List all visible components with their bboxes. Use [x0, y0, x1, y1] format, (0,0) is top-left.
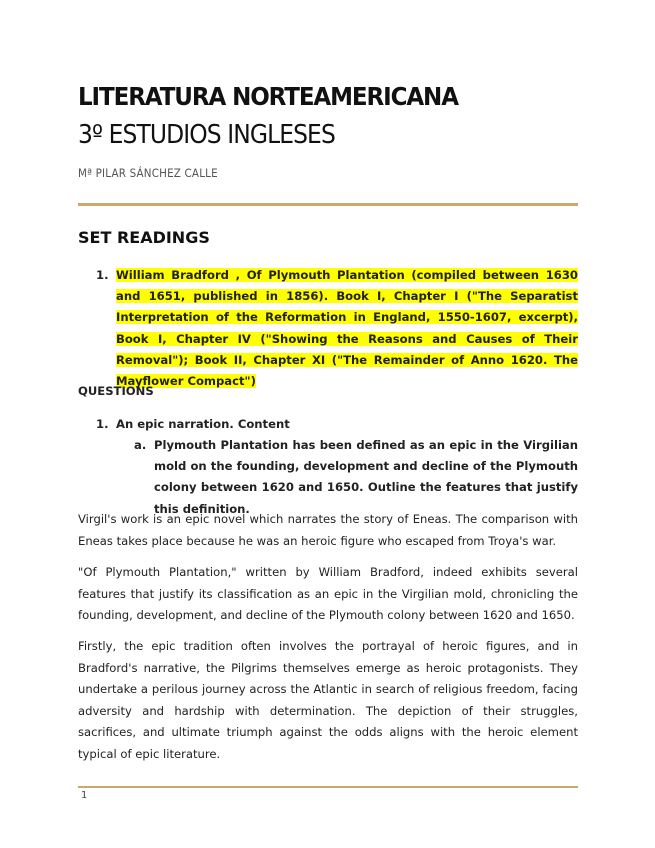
section-heading: SET READINGS	[78, 228, 210, 247]
sub-question-letter: a.	[134, 438, 147, 452]
page-number: 1	[81, 790, 88, 801]
sub-question	[134, 435, 578, 520]
paragraph: Firstly, the epic tradition often involves the portrayal of heroic figures, and in Bradford's narrative, the Pilgrims themselves emerge as heroic protagonists. They undertake a perilous journey across the Atlantic in search of religious freedom, facing adversity and hardship with determination. The depiction of their struggles, sacrifices, and ultimate triumph against the odds aligns with the heroic element typical of epic literature.	[78, 639, 578, 761]
header-divider	[78, 203, 578, 206]
question-number: 1.	[96, 417, 109, 431]
reading-number: 1.	[96, 268, 109, 282]
reading-item	[96, 265, 578, 392]
question-title: An epic narration. Content	[116, 417, 290, 431]
sub-question-text: Plymouth Plantation has been defined as an epic in the Virgilian mold on the founding, development and decline of the Plymouth colony between 1620 and 1650. Outline the features that justify this definition.	[154, 438, 578, 516]
paragraph: Virgil's work is an epic novel which narrates the story of Eneas. The comparison with Eneas takes place because he was an heroic figure who escaped from Troya's war.	[78, 512, 578, 548]
reading-text: William Bradford , Of Plymouth Plantation (compiled between 1630 and 1651, published in 1856). Book I, Chapter I ("The Separatist Interpretation of the Reformation in England, 1550-1607, excerpt), Book I, Chapter IV ("Showing the Reasons and Causes of Their Removal"); Book II, Chapter XI ("The Remainder of Anno 1620. The Mayflower Compact")	[116, 268, 578, 389]
document-page	[78, 0, 578, 848]
document-author: Mª PILAR SÁNCHEZ CALLE	[78, 166, 218, 180]
document-title: LITERATURA NORTEAMERICANA	[78, 82, 458, 111]
questions-label: QUESTIONS	[78, 384, 154, 398]
paragraph: "Of Plymouth Plantation," written by William Bradford, indeed exhibits several features that justify its classification as an epic in the Virgilian mold, chronicling the founding, development, and decline of the Plymouth colony between 1620 and 1650.	[78, 565, 578, 622]
footer-divider	[78, 786, 578, 788]
question-item	[96, 414, 578, 434]
document-subtitle: 3º ESTUDIOS INGLESES	[78, 120, 335, 150]
